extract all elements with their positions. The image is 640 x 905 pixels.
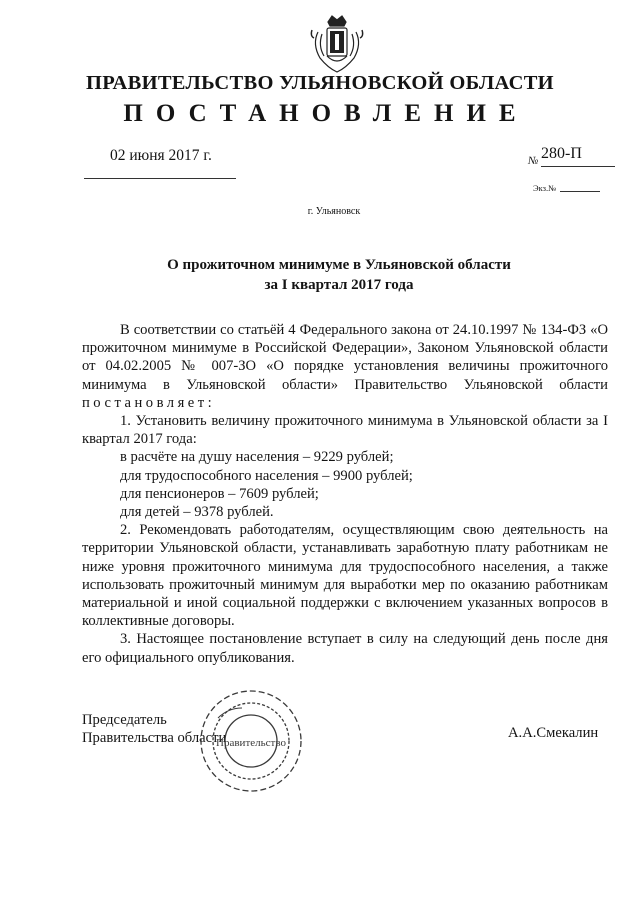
position-line-1: Председатель [82, 712, 167, 728]
date-underline [84, 178, 236, 179]
copy-number-label: Экз.№ [533, 183, 557, 193]
item-2: 2. Рекомендовать работодателям, осуществляющим свою деятельность на территории Ульяновской области, устанавливать заработную плату работникам не ниже уровня прожиточного минимума для трудоспособного населения, а также использовать прожиточный минимум для выработки мер по оказанию работникам материальной и иной социальной поддержки с включением указанных вопросов в коллективные договоры. [82, 522, 608, 630]
title-line-1: О прожиточном минимуме в Ульяновской области [167, 257, 511, 273]
resolves-word: постановляет: [82, 394, 216, 411]
number-label: № [528, 155, 539, 167]
number-underline [541, 166, 615, 167]
list-item: для трудоспособного населения – 9900 рублей; [120, 467, 413, 484]
list-item: для пенсионеров – 7609 рублей; [120, 485, 319, 502]
intro-paragraph [82, 321, 608, 412]
item-3: 3. Настоящее постановление вступает в силу на следующий день после дня его официального опубликования. [82, 631, 608, 666]
title-line-2: за I квартал 2017 года [264, 277, 414, 293]
list-item: для детей – 9378 рублей. [120, 504, 274, 521]
decree-body [82, 321, 608, 667]
document-type: ПОСТАНОВЛЕНИЕ [123, 100, 529, 127]
decree-date: 02 июня 2017 г. [110, 147, 212, 164]
stamp-text: Правительство [216, 737, 286, 749]
item-1: 1. Установить величину прожиточного минимума в Ульяновской области за I квартал 2017 года: [82, 413, 608, 448]
intro-text: В соответствии со статьёй 4 Федерального закона от 24.10.1997 № 134-ФЗ «О прожиточном минимуме в Российской Федерации», Законом Ульяновской области от 04.02.2005 № 007-ЗО «О порядке установления величины прожиточного минимума в Ульяновской области» Правительство Ульяновской области [82, 322, 608, 393]
decree-number: 280-П [541, 145, 582, 162]
list-item: в расчёте на душу населения – 9229 рублей; [120, 449, 394, 466]
copy-number-line [560, 191, 600, 192]
government-name: ПРАВИТЕЛЬСТВО УЛЬЯНОВСКОЙ ОБЛАСТИ [86, 72, 554, 94]
official-stamp-icon [198, 688, 304, 794]
position-line-2: Правительства области [82, 730, 227, 746]
decree-title [0, 255, 640, 295]
city: г. Ульяновск [307, 206, 361, 217]
coat-of-arms-icon [306, 14, 368, 76]
signatory-name: А.А.Смекалин [508, 725, 599, 741]
